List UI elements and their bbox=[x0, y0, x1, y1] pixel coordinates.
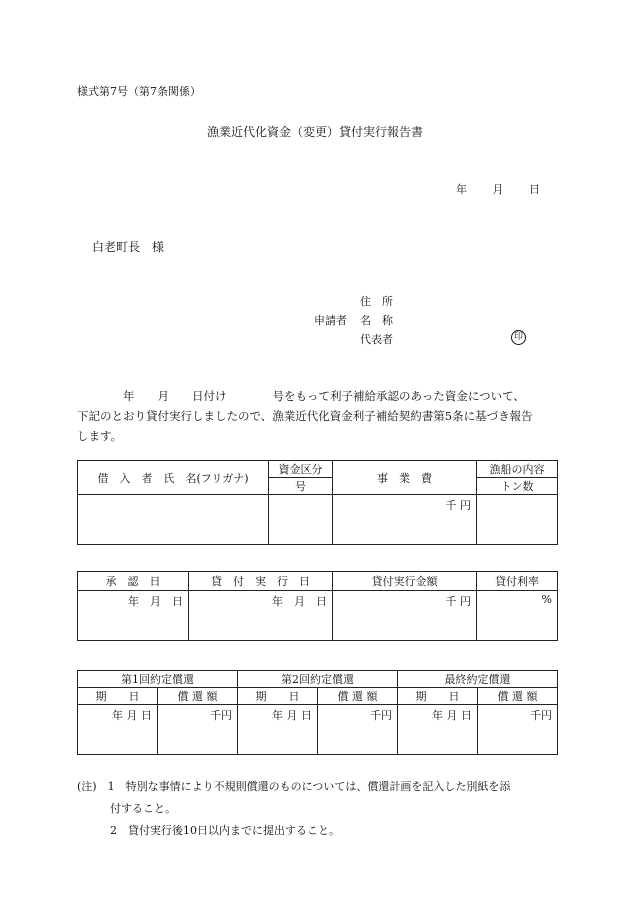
header-first-repayment: 第1回約定償還 bbox=[78, 671, 238, 688]
header-due-date-2: 期 日 bbox=[238, 688, 318, 705]
due-date-1-value: 年 月 日 bbox=[112, 709, 152, 722]
interest-rate-unit: % bbox=[541, 593, 552, 606]
note-1-cont: 付すること。 bbox=[77, 802, 176, 815]
loan-amount-unit: 千 円 bbox=[445, 595, 471, 608]
date-line bbox=[456, 181, 540, 197]
notes bbox=[77, 776, 510, 842]
header-vessel-content: 漁船の内容 bbox=[477, 461, 558, 478]
header-loan-amount: 貸付実行金額 bbox=[333, 572, 477, 591]
applicant-label: 申請者 bbox=[314, 314, 347, 327]
project-cost-cell[interactable] bbox=[333, 495, 477, 545]
note-2: 2 貸付実行後10日以内までに提出すること。 bbox=[77, 824, 340, 837]
loan-table bbox=[77, 571, 558, 641]
interest-rate-cell[interactable] bbox=[477, 591, 558, 641]
unit-thousand-yen: 千 円 bbox=[445, 499, 471, 512]
amount-2-unit: 千円 bbox=[370, 709, 392, 722]
header-second-repayment: 第2回約定償還 bbox=[238, 671, 398, 688]
loan-date-value: 年 月 日 bbox=[272, 595, 327, 608]
header-borrower-name: 借 入 者 氏 名(フリガナ) bbox=[78, 461, 269, 495]
note-1 bbox=[77, 776, 510, 798]
header-fund-number: 号 bbox=[269, 478, 333, 495]
body-line-3: します。 bbox=[77, 429, 123, 443]
address-label: 住 所 bbox=[360, 295, 393, 308]
header-fund-type: 資金区分 bbox=[269, 461, 333, 478]
header-due-date-1: 期 日 bbox=[78, 688, 158, 705]
header-project-cost: 事 業 費 bbox=[333, 461, 477, 495]
header-amount-2: 償 還 額 bbox=[318, 688, 398, 705]
amount-3-cell[interactable] bbox=[478, 705, 558, 755]
amount-2-cell[interactable] bbox=[318, 705, 398, 755]
company-name-label: 名 称 bbox=[360, 314, 393, 327]
header-amount-3: 償 還 額 bbox=[478, 688, 558, 705]
due-date-2-value: 年 月 日 bbox=[272, 709, 312, 722]
amount-1-cell[interactable] bbox=[158, 705, 238, 755]
header-tonnage: トン数 bbox=[477, 478, 558, 495]
loan-amount-cell[interactable] bbox=[333, 591, 477, 641]
addressee: 白老町長 様 bbox=[92, 240, 165, 254]
body-line-1: 年 月 日付け 号をもって利子補給承認のあった資金について、 bbox=[77, 389, 525, 403]
tonnage-cell[interactable] bbox=[477, 495, 558, 545]
date-month: 月 bbox=[492, 183, 504, 196]
notes-label: (注) bbox=[77, 780, 97, 793]
due-date-3-value: 年 月 日 bbox=[432, 709, 472, 722]
body-line-2: 下記のとおり貸付実行しましたので、漁業近代化資金利子補給契約書第5条に基づき報告 bbox=[77, 409, 533, 423]
approval-date-value: 年 月 日 bbox=[128, 595, 183, 608]
due-date-3-cell[interactable] bbox=[398, 705, 478, 755]
header-interest-rate: 貸付利率 bbox=[477, 572, 558, 591]
header-due-date-3: 期 日 bbox=[398, 688, 478, 705]
seal-mark: 印 bbox=[511, 330, 526, 345]
approval-date-cell[interactable] bbox=[78, 591, 189, 641]
borrower-table bbox=[77, 460, 558, 545]
header-approval-date: 承 認 日 bbox=[78, 572, 189, 591]
borrower-name-cell[interactable] bbox=[78, 495, 269, 545]
form-number: 様式第7号（第7条関係） bbox=[77, 85, 201, 98]
header-final-repayment: 最終約定償還 bbox=[398, 671, 558, 688]
amount-3-unit: 千円 bbox=[530, 709, 552, 722]
header-amount-1: 償 還 額 bbox=[158, 688, 238, 705]
fund-type-cell[interactable] bbox=[269, 495, 333, 545]
loan-date-cell[interactable] bbox=[189, 591, 333, 641]
document-title: 漁業近代化資金（変更）貸付実行報告書 bbox=[206, 125, 423, 139]
due-date-1-cell[interactable] bbox=[78, 705, 158, 755]
repayment-table bbox=[77, 670, 558, 755]
body-text bbox=[77, 386, 557, 446]
date-year: 年 bbox=[456, 183, 467, 196]
note-1-text: 1 特別な事情により不規則償還のものについては、償還計画を記入した別紙を添 bbox=[96, 780, 511, 793]
date-day: 日 bbox=[529, 183, 540, 196]
amount-1-unit: 千円 bbox=[210, 709, 232, 722]
due-date-2-cell[interactable] bbox=[238, 705, 318, 755]
header-loan-date: 貸 付 実 行 日 bbox=[189, 572, 333, 591]
representative-label: 代表者 bbox=[360, 333, 393, 346]
